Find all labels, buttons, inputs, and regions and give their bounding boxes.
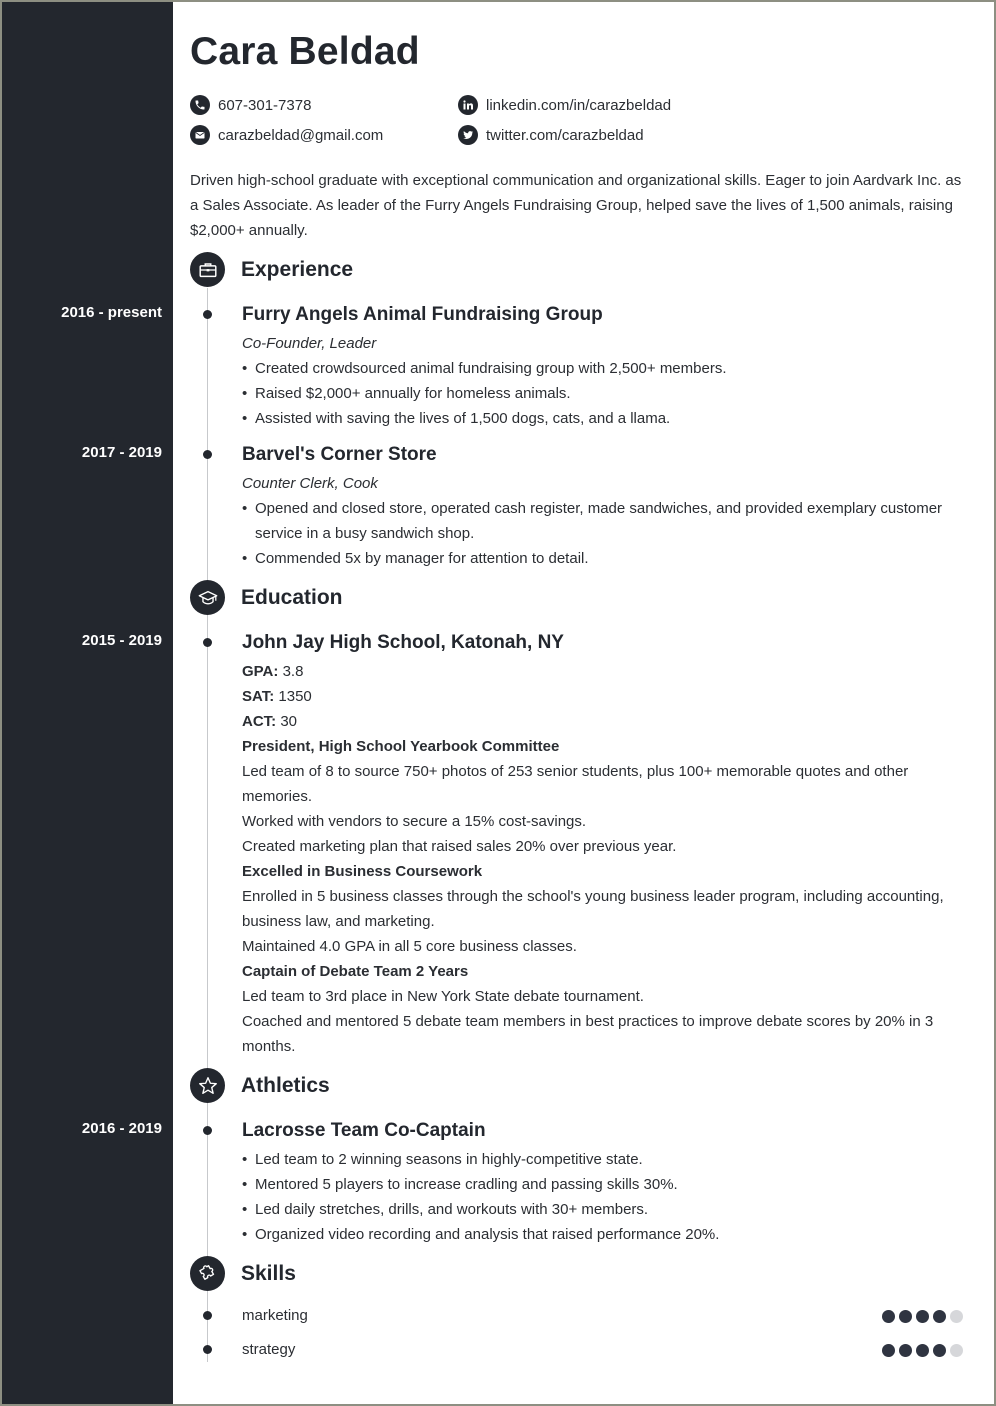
- bullet-item: • Led daily stretches, drills, and workouts with 30+ members.: [242, 1197, 962, 1222]
- gpa-line: [242, 659, 962, 684]
- sat-label: SAT:: [242, 688, 275, 705]
- bullet-item: • Mentored 5 players to increase cradling and passing skills 30%.: [242, 1172, 962, 1197]
- briefcase-icon: [190, 252, 225, 287]
- timeline-dot: [203, 638, 212, 647]
- rating-dot-empty: [950, 1310, 963, 1323]
- bullet-item: • Led team to 2 winning seasons in highly-competitive state.: [242, 1147, 962, 1172]
- bullet-list: [242, 356, 962, 431]
- section-title-experience: Experience: [241, 258, 354, 281]
- experience-date-2: 2017 - 2019: [81, 444, 162, 461]
- gpa-label: GPA:: [242, 663, 279, 680]
- skill-name: marketing: [242, 1307, 308, 1324]
- bullet-item: • Commended 5x by manager for attention to detail.: [242, 546, 962, 571]
- rating-dot-filled: [899, 1310, 912, 1323]
- entry-title: Barvel's Corner Store: [242, 444, 437, 465]
- act-value: 30: [280, 713, 298, 730]
- rating-dot-filled: [882, 1310, 895, 1323]
- phone-icon: [190, 95, 210, 115]
- rating-dot-filled: [899, 1344, 912, 1357]
- summary-paragraph: Driven high-school graduate with exceptional communication and organizational skills. Eager to join Aardvark Inc. as a Sales Associate. As leader of the Furry Angels Fundraising Group, helped save the lives of 1,500 animals, raising $2,000+ annually.: [190, 172, 962, 239]
- contact-phone: [190, 94, 311, 116]
- timeline-dot: [203, 1345, 212, 1354]
- detail-line: Maintained 4.0 GPA in all 5 core business classes.: [242, 938, 577, 955]
- experience-date-1: 2016 - present: [61, 304, 162, 321]
- entry-role: Co-Founder, Leader: [242, 335, 377, 352]
- twitter-text[interactable]: twitter.com/carazbeldad: [486, 126, 644, 144]
- rating-dot-filled: [916, 1310, 929, 1323]
- sub-heading: Captain of Debate Team 2 Years: [242, 963, 469, 980]
- rating-dot-empty: [950, 1344, 963, 1357]
- athletics-date: 2016 - 2019: [81, 1120, 162, 1137]
- athletics-entry: [242, 1118, 962, 1247]
- skill-rating: [882, 1344, 963, 1357]
- email-icon: [190, 125, 210, 145]
- bullet-list: [242, 496, 962, 571]
- timeline-dot: [203, 1126, 212, 1135]
- sat-value: 1350: [278, 688, 312, 705]
- bullet-list: [242, 1147, 962, 1247]
- rating-dot-filled: [933, 1344, 946, 1357]
- timeline-dot: [203, 310, 212, 319]
- candidate-name: Cara Beldad: [190, 30, 420, 73]
- bullet-item: • Created crowdsourced animal fundraising group with 2,500+ members.: [242, 356, 962, 381]
- email-text[interactable]: carazbeldad@gmail.com: [218, 126, 384, 144]
- contact-twitter: [458, 124, 644, 146]
- graduation-cap-icon: [190, 580, 225, 615]
- education-entry: [242, 630, 962, 1059]
- phone-text[interactable]: 607-301-7378: [218, 96, 312, 114]
- detail-line: Led team of 8 to source 750+ photos of 253 senior students, plus 100+ memorable quotes and other memories.: [242, 763, 909, 805]
- detail-line: Led team to 3rd place in New York State debate tournament.: [242, 988, 644, 1005]
- entry-title: John Jay High School, Katonah, NY: [242, 632, 564, 653]
- contact-linkedin: [458, 94, 671, 116]
- star-icon: [190, 1068, 225, 1103]
- experience-entry-1: [242, 302, 962, 431]
- detail-line: Enrolled in 5 business classes through the school's young business leader program, including accounting, business law, and marketing.: [242, 888, 944, 930]
- detail-line: Worked with vendors to secure a 15% cost-savings.: [242, 813, 587, 830]
- section-title-athletics: Athletics: [241, 1074, 330, 1097]
- rating-dot-filled: [916, 1344, 929, 1357]
- rating-dot-filled: [933, 1310, 946, 1323]
- entry-role: Counter Clerk, Cook: [242, 475, 378, 492]
- timeline-dot: [203, 1311, 212, 1320]
- detail-line: Created marketing plan that raised sales 20% over previous year.: [242, 838, 677, 855]
- entry-title: Lacrosse Team Co-Captain: [242, 1120, 486, 1141]
- left-sidebar: [2, 2, 173, 1404]
- bullet-item: • Assisted with saving the lives of 1,500 dogs, cats, and a llama.: [242, 406, 962, 431]
- experience-entry-2: [242, 442, 962, 571]
- gpa-value: 3.8: [282, 663, 304, 680]
- contact-email: [190, 124, 383, 146]
- education-date: 2015 - 2019: [81, 632, 162, 649]
- timeline-dot: [203, 450, 212, 459]
- act-label: ACT:: [242, 713, 277, 730]
- linkedin-text[interactable]: linkedin.com/in/carazbeldad: [486, 96, 672, 114]
- puzzle-icon: [190, 1256, 225, 1291]
- detail-line: Coached and mentored 5 debate team members in best practices to improve debate scores by 20% in 3 months.: [242, 1013, 934, 1055]
- bullet-item: • Organized video recording and analysis that raised performance 20%.: [242, 1222, 962, 1247]
- entry-title: Furry Angels Animal Fundraising Group: [242, 304, 603, 325]
- sub-heading: President, High School Yearbook Committee: [242, 738, 560, 755]
- act-line: [242, 709, 962, 734]
- section-title-education: Education: [241, 586, 343, 609]
- sub-heading: Excelled in Business Coursework: [242, 863, 483, 880]
- twitter-icon: [458, 125, 478, 145]
- bullet-item: • Raised $2,000+ annually for homeless animals.: [242, 381, 962, 406]
- bullet-item: • Opened and closed store, operated cash register, made sandwiches, and provided exemplary customer service in a busy sandwich shop.: [242, 496, 962, 546]
- sat-line: [242, 684, 962, 709]
- rating-dot-filled: [882, 1344, 895, 1357]
- section-title-skills: Skills: [241, 1262, 296, 1285]
- linkedin-icon: [458, 95, 478, 115]
- skill-name: strategy: [242, 1341, 296, 1358]
- skill-rating: [882, 1310, 963, 1323]
